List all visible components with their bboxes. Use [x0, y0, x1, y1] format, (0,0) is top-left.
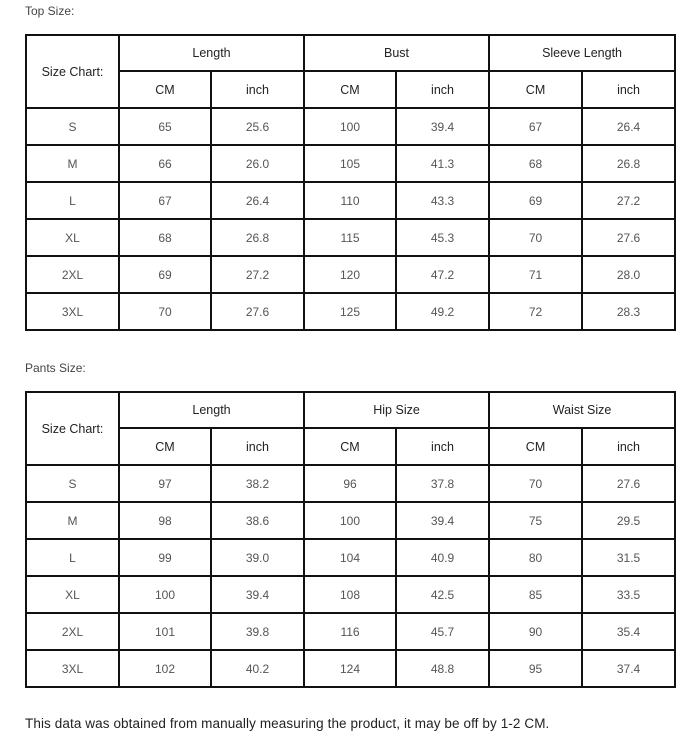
measurement-cell: 100: [304, 108, 396, 145]
unit-header: CM: [304, 428, 396, 465]
measurement-cell: 68: [489, 145, 582, 182]
measurement-cell: 27.6: [582, 219, 675, 256]
measurement-cell: 66: [119, 145, 211, 182]
measurement-cell: 115: [304, 219, 396, 256]
measurement-cell: 49.2: [396, 293, 489, 330]
size-cell: M: [26, 145, 119, 182]
size-cell: S: [26, 108, 119, 145]
measurement-cell: 41.3: [396, 145, 489, 182]
measurement-cell: 100: [304, 502, 396, 539]
size-cell: L: [26, 539, 119, 576]
unit-header: CM: [304, 71, 396, 108]
measurement-cell: 35.4: [582, 613, 675, 650]
measurement-cell: 31.5: [582, 539, 675, 576]
measurement-cell: 27.6: [211, 293, 304, 330]
measurement-cell: 67: [489, 108, 582, 145]
unit-header: CM: [119, 71, 211, 108]
table-row: [26, 539, 675, 576]
measurement-cell: 38.6: [211, 502, 304, 539]
table-row: [26, 650, 675, 687]
measurement-cell: 26.4: [582, 108, 675, 145]
measurement-cell: 105: [304, 145, 396, 182]
table-row: [26, 145, 675, 182]
measurement-cell: 39.4: [396, 108, 489, 145]
measurement-cell: 104: [304, 539, 396, 576]
size-cell: 3XL: [26, 650, 119, 687]
group-header: Waist Size: [489, 392, 675, 428]
measurement-cell: 39.4: [396, 502, 489, 539]
measurement-cell: 75: [489, 502, 582, 539]
measurement-cell: 26.8: [211, 219, 304, 256]
measurement-cell: 100: [119, 576, 211, 613]
unit-header: CM: [119, 428, 211, 465]
measurement-cell: 45.3: [396, 219, 489, 256]
group-header: Length: [119, 35, 304, 71]
measurement-cell: 43.3: [396, 182, 489, 219]
measurement-cell: 33.5: [582, 576, 675, 613]
measurement-cell: 120: [304, 256, 396, 293]
measurement-cell: 40.2: [211, 650, 304, 687]
measurement-cell: 101: [119, 613, 211, 650]
measurement-cell: 124: [304, 650, 396, 687]
size-chart-corner-label: Size Chart:: [26, 392, 119, 465]
top-size-table: [25, 34, 676, 331]
size-cell: XL: [26, 576, 119, 613]
measurement-cell: 27.6: [582, 465, 675, 502]
measurement-cell: 80: [489, 539, 582, 576]
measurement-cell: 99: [119, 539, 211, 576]
measurement-cell: 71: [489, 256, 582, 293]
measurement-cell: 65: [119, 108, 211, 145]
unit-header: CM: [489, 71, 582, 108]
measurement-cell: 96: [304, 465, 396, 502]
measurement-cell: 69: [119, 256, 211, 293]
table-row: [26, 219, 675, 256]
group-header: Length: [119, 392, 304, 428]
table-row: [26, 256, 675, 293]
measurement-cell: 108: [304, 576, 396, 613]
table-row: [26, 182, 675, 219]
pants-size-table: [25, 391, 676, 688]
unit-header: CM: [489, 428, 582, 465]
measurement-cell: 110: [304, 182, 396, 219]
measurement-cell: 37.8: [396, 465, 489, 502]
measurement-cell: 95: [489, 650, 582, 687]
measurement-cell: 90: [489, 613, 582, 650]
unit-header: inch: [582, 428, 675, 465]
size-cell: L: [26, 182, 119, 219]
measurement-cell: 47.2: [396, 256, 489, 293]
unit-header: inch: [396, 428, 489, 465]
measurement-cell: 40.9: [396, 539, 489, 576]
group-header: Sleeve Length: [489, 35, 675, 71]
size-cell: M: [26, 502, 119, 539]
unit-header: inch: [211, 71, 304, 108]
size-chart-corner-label: Size Chart:: [26, 35, 119, 108]
table-row: [26, 465, 675, 502]
measurement-cell: 25.6: [211, 108, 304, 145]
table-row: [26, 108, 675, 145]
table-row: [26, 576, 675, 613]
measurement-cell: 125: [304, 293, 396, 330]
measurement-cell: 102: [119, 650, 211, 687]
measurement-cell: 97: [119, 465, 211, 502]
measurement-cell: 28.3: [582, 293, 675, 330]
measurement-cell: 85: [489, 576, 582, 613]
measurement-cell: 27.2: [582, 182, 675, 219]
measurement-cell: 27.2: [211, 256, 304, 293]
measurement-cell: 29.5: [582, 502, 675, 539]
measurement-cell: 69: [489, 182, 582, 219]
size-cell: S: [26, 465, 119, 502]
unit-header: inch: [582, 71, 675, 108]
unit-header: inch: [211, 428, 304, 465]
measurement-cell: 70: [489, 465, 582, 502]
size-cell: 2XL: [26, 256, 119, 293]
measurement-cell: 116: [304, 613, 396, 650]
size-cell: 2XL: [26, 613, 119, 650]
measurement-cell: 26.4: [211, 182, 304, 219]
measurement-cell: 70: [119, 293, 211, 330]
pants-size-label: Pants Size:: [25, 361, 86, 375]
measurement-cell: 26.0: [211, 145, 304, 182]
measurement-cell: 28.0: [582, 256, 675, 293]
size-cell: XL: [26, 219, 119, 256]
table-row: [26, 502, 675, 539]
measurement-cell: 37.4: [582, 650, 675, 687]
size-cell: 3XL: [26, 293, 119, 330]
measurement-cell: 70: [489, 219, 582, 256]
unit-header: inch: [396, 71, 489, 108]
table-row: [26, 613, 675, 650]
measurement-cell: 45.7: [396, 613, 489, 650]
measurement-cell: 48.8: [396, 650, 489, 687]
measurement-cell: 98: [119, 502, 211, 539]
measurement-cell: 67: [119, 182, 211, 219]
measurement-cell: 42.5: [396, 576, 489, 613]
measurement-cell: 39.8: [211, 613, 304, 650]
measurement-cell: 26.8: [582, 145, 675, 182]
group-header: Bust: [304, 35, 489, 71]
measurement-cell: 68: [119, 219, 211, 256]
measurement-cell: 72: [489, 293, 582, 330]
top-size-label: Top Size:: [25, 4, 75, 18]
group-header: Hip Size: [304, 392, 489, 428]
measurement-footnote: This data was obtained from manually measuring the product, it may be off by 1-2 CM.: [25, 716, 550, 731]
table-row: [26, 293, 675, 330]
measurement-cell: 39.4: [211, 576, 304, 613]
measurement-cell: 38.2: [211, 465, 304, 502]
measurement-cell: 39.0: [211, 539, 304, 576]
